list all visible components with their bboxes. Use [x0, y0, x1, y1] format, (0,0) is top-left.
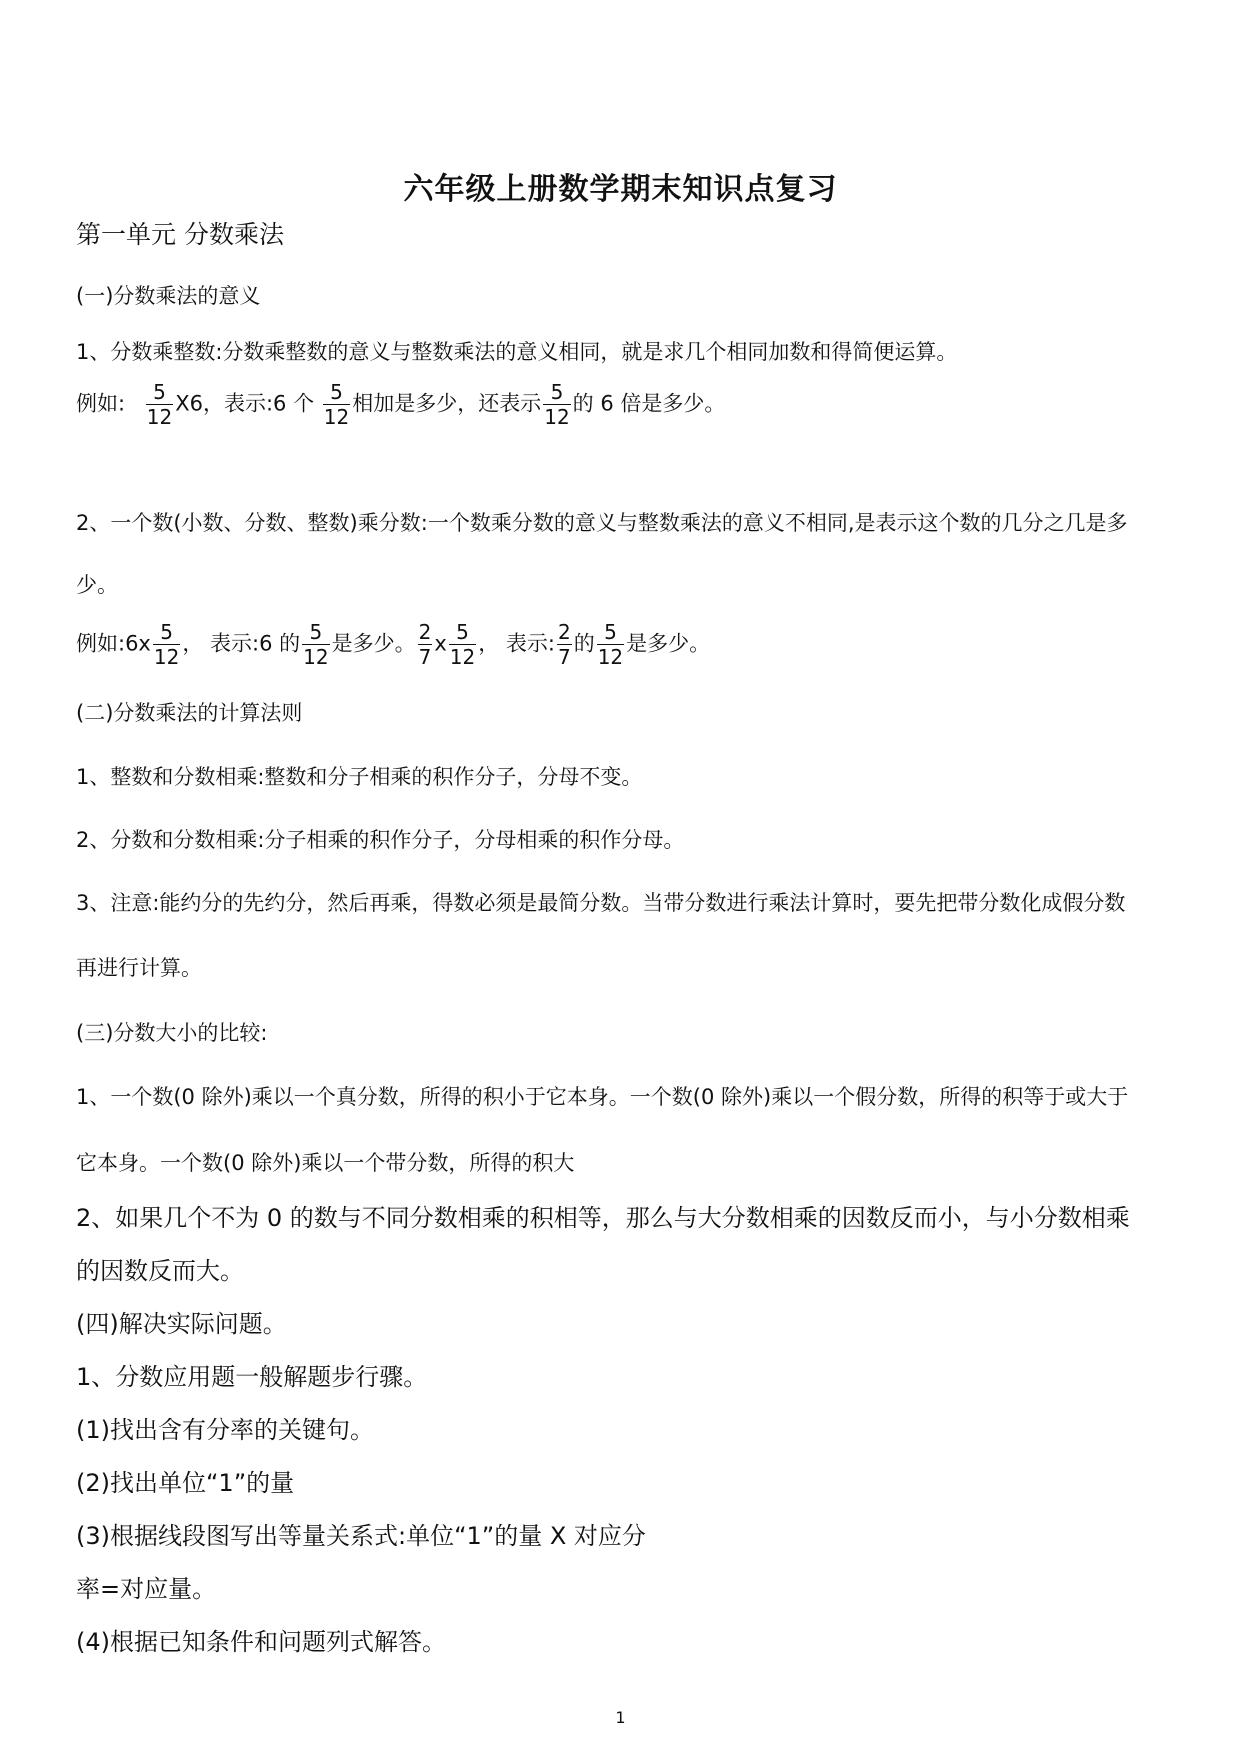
rule-3: 3、注意:能约分的先约分，然后再乘，得数必须是最简分数。当带分数进行乘法计算时，要先把带分数化成假分数	[76, 891, 1126, 915]
rule-3-cont: 再进行计算。	[76, 956, 202, 980]
example-label: 例如:	[76, 391, 126, 416]
example-text: 相加是多少，还表示	[352, 391, 542, 416]
example-text: 的	[573, 631, 595, 656]
example-text: 是多少。	[331, 631, 416, 656]
compare-1: 1、一个数(0 除外)乘以一个真分数，所得的积小于它本身。一个数(0 除外)乘以一个假分数，所得的积等于或大于	[76, 1085, 1129, 1109]
step-4: (4)根据已知条件和问题列式解答。	[76, 1628, 446, 1656]
rule-1: 1、整数和分数相乘:整数和分子相乘的积作分子，分母不变。	[76, 765, 643, 789]
example-text: 例如:6x	[76, 631, 151, 656]
example-text: ， 表示:6 的	[182, 631, 301, 656]
rule-2: 2、分数和分数相乘:分子相乘的积作分子，分母相乘的积作分母。	[76, 828, 685, 852]
example-line-1	[76, 380, 725, 429]
compare-2-cont: 的因数反而大。	[76, 1257, 244, 1285]
paragraph-meaning-2-cont: 少。	[76, 573, 118, 597]
page-number: 1	[615, 1708, 626, 1727]
example-text: X6，表示:6 个	[175, 391, 315, 416]
compare-2: 2、如果几个不为 0 的数与不同分数相乘的积相等，那么与大分数相乘的因数反而小，与小分数相乘	[76, 1204, 1130, 1232]
fraction: $\frac{5}{12}$	[146, 380, 173, 429]
section-heading-2: (二)分数乘法的计算法则	[76, 701, 303, 725]
fraction: $\frac{5}{12}$	[544, 380, 570, 429]
example-text: 的 6 倍是多少。	[572, 391, 726, 416]
step-3: (3)根据线段图写出等量关系式:单位“1”的量 X 对应分	[76, 1522, 646, 1550]
section-heading-4: (四)解决实际问题。	[76, 1310, 287, 1338]
fraction: $\frac{5}{12}$	[303, 620, 329, 669]
fraction: $\frac{2}{7}$	[557, 620, 571, 669]
step-intro: 1、分数应用题一般解题步行骤。	[76, 1363, 428, 1391]
step-2: (2)找出单位“1”的量	[76, 1469, 295, 1497]
unit-heading: 第一单元 分数乘法	[76, 220, 284, 249]
fraction: $\frac{5}{12}$	[597, 620, 624, 669]
section-heading-3: (三)分数大小的比较:	[76, 1021, 268, 1045]
fraction: $\frac{5}{12}$	[323, 380, 350, 429]
compare-1-cont: 它本身。一个数(0 除外)乘以一个带分数，所得的积大	[76, 1151, 575, 1175]
page-title: 六年级上册数学期末知识点复习	[403, 172, 838, 207]
fraction: $\frac{5}{12}$	[153, 620, 180, 669]
example-text: 是多少。	[626, 631, 711, 656]
section-heading-1: (一)分数乘法的意义	[76, 284, 261, 308]
example-text: ， 表示:	[478, 631, 555, 656]
fraction: $\frac{5}{12}$	[449, 620, 476, 669]
fraction: $\frac{2}{7}$	[418, 620, 432, 669]
step-3-cont: 率=对应量。	[76, 1575, 217, 1603]
step-1: (1)找出含有分率的关键句。	[76, 1416, 374, 1444]
example-text: x	[434, 631, 447, 656]
paragraph-meaning-1: 1、分数乘整数:分数乘整数的意义与整数乘法的意义相同，就是求几个相同加数和得简便运算。	[76, 340, 958, 364]
example-line-2	[76, 620, 710, 669]
paragraph-meaning-2: 2、一个数(小数、分数、整数)乘分数:一个数乘分数的意义与整数乘法的意义不相同,是表示这个数的几分之几是多	[76, 511, 1128, 535]
